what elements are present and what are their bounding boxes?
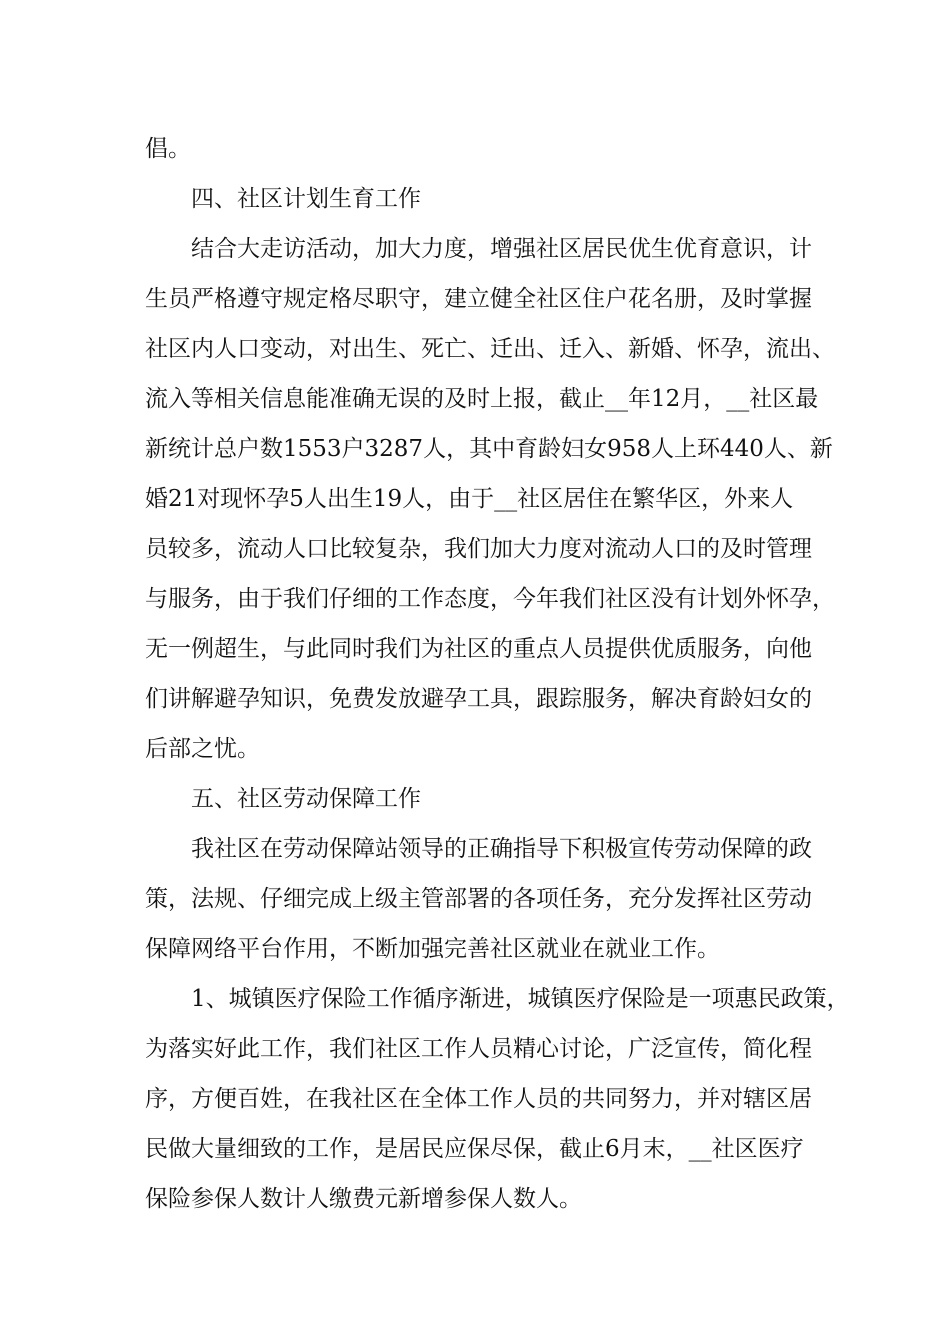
- paragraph-line: 新统计总户数1553户3287人，其中育龄妇女958人上环440人、新: [145, 436, 833, 462]
- paragraph-line: 民做大量细致的工作，是居民应保尽保，截止6月末，__社区医疗: [145, 1136, 804, 1162]
- paragraph-line: 我社区在劳动保障站领导的正确指导下积极宣传劳动保障的政: [191, 836, 812, 862]
- paragraph-line: 流入等相关信息能准确无误的及时上报，截止__年12月，__社区最: [145, 386, 819, 412]
- paragraph-line: 1、城镇医疗保险工作循序渐进，城镇医疗保险是一项惠民政策，: [191, 986, 850, 1012]
- paragraph-line: 们讲解避孕知识，免费发放避孕工具，跟踪服务，解决育龄妇女的: [145, 686, 812, 712]
- paragraph-line: 婚21对现怀孕5人出生19人，由于__社区居住在繁华区，外来人: [145, 486, 794, 512]
- paragraph-line: 无一例超生，与此同时我们为社区的重点人员提供优质服务，向他: [145, 636, 812, 662]
- paragraph-line: 后部之忧。: [145, 736, 260, 762]
- paragraph-line: 生员严格遵守规定格尽职守，建立健全社区住户花名册，及时掌握: [145, 286, 812, 312]
- paragraph-line: 与服务，由于我们仔细的工作态度，今年我们社区没有计划外怀孕，: [145, 586, 835, 612]
- paragraph-line: 社区内人口变动，对出生、死亡、迁出、迁入、新婚、怀孕，流出、: [145, 336, 835, 362]
- paragraph-line: 保障网络平台作用，不断加强完善社区就业在就业工作。: [145, 936, 720, 962]
- section-heading: 四、社区计划生育工作: [191, 186, 421, 212]
- paragraph-line: 员较多，流动人口比较复杂，我们加大力度对流动人口的及时管理: [145, 536, 812, 562]
- section-heading: 五、社区劳动保障工作: [191, 786, 421, 812]
- paragraph-line: 策，法规、仔细完成上级主管部署的各项任务，充分发挥社区劳动: [145, 886, 812, 912]
- text-line: 倡。: [145, 136, 191, 162]
- paragraph-line: 为落实好此工作，我们社区工作人员精心讨论，广泛宣传，简化程: [145, 1036, 812, 1062]
- paragraph-line: 保险参保人数计人缴费元新增参保人数人。: [145, 1186, 582, 1212]
- paragraph-line: 序，方便百姓，在我社区在全体工作人员的共同努力，并对辖区居: [145, 1086, 812, 1112]
- paragraph-line: 结合大走访活动，加大力度，增强社区居民优生优育意识，计: [191, 236, 812, 262]
